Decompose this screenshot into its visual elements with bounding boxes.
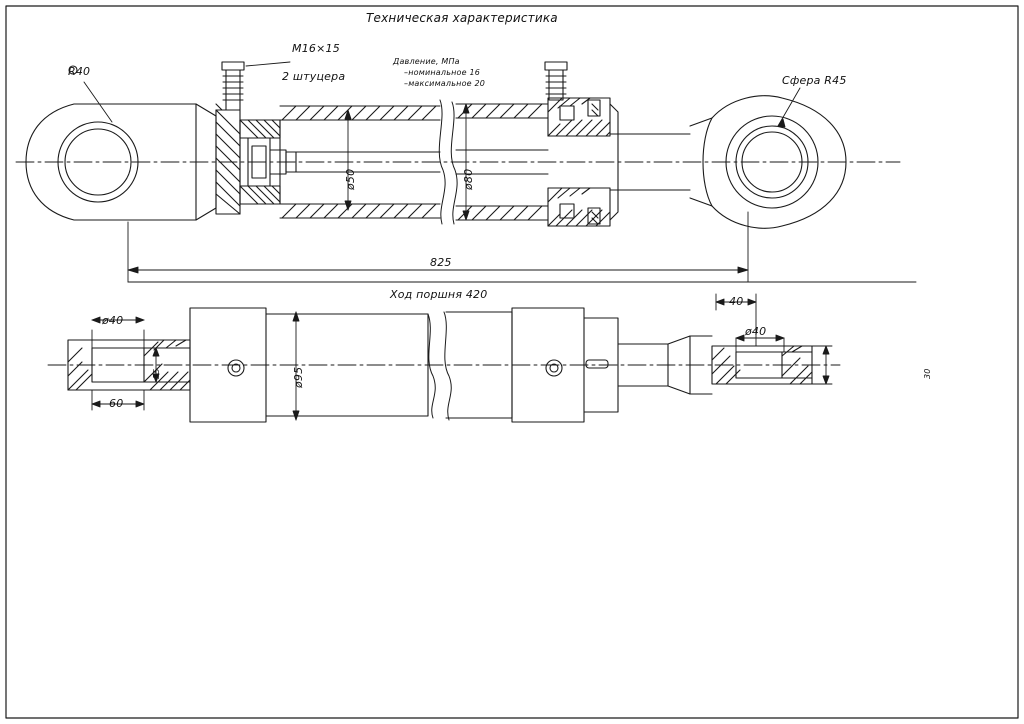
leader-ports <box>246 62 290 66</box>
pressure-nominal: –номинальное 16 <box>404 68 481 77</box>
pin-dia-right-label: ø40 <box>745 325 767 338</box>
pressure-label: Давление, МПа <box>393 57 460 66</box>
dim-30-label: 30 <box>923 368 932 379</box>
ports <box>222 62 567 110</box>
sphere-label: Сфера R45 <box>782 74 847 87</box>
thread-label: M16×15 <box>292 42 340 55</box>
leader-r40 <box>84 82 112 122</box>
bottom-features <box>228 360 608 376</box>
pressure-maximum: –максимальное 20 <box>404 79 486 88</box>
spec-title: Техническая характеристика <box>366 11 558 25</box>
barrel-section-left <box>280 100 445 224</box>
rod-dia-label: ø50 <box>344 168 357 190</box>
dim-40-label: 40 <box>729 295 744 308</box>
pin-dia-left-label: ø40 <box>102 314 124 327</box>
stroke-label: Ход поршня 420 <box>390 288 488 301</box>
circle-icon <box>68 65 78 75</box>
dim-length-825 <box>128 212 748 282</box>
body-dia-label: ø95 <box>292 366 305 388</box>
leader-r45 <box>778 88 800 127</box>
dim-60-label: 60 <box>109 397 124 410</box>
dim-rod-dia <box>345 110 351 210</box>
bore-dia-label: ø80 <box>462 168 475 190</box>
length-label: 825 <box>430 256 452 269</box>
eye-radius-label: R40 <box>68 65 91 78</box>
ports-label: 2 штуцера <box>282 70 346 83</box>
dim-35-label: 35 <box>152 368 161 379</box>
